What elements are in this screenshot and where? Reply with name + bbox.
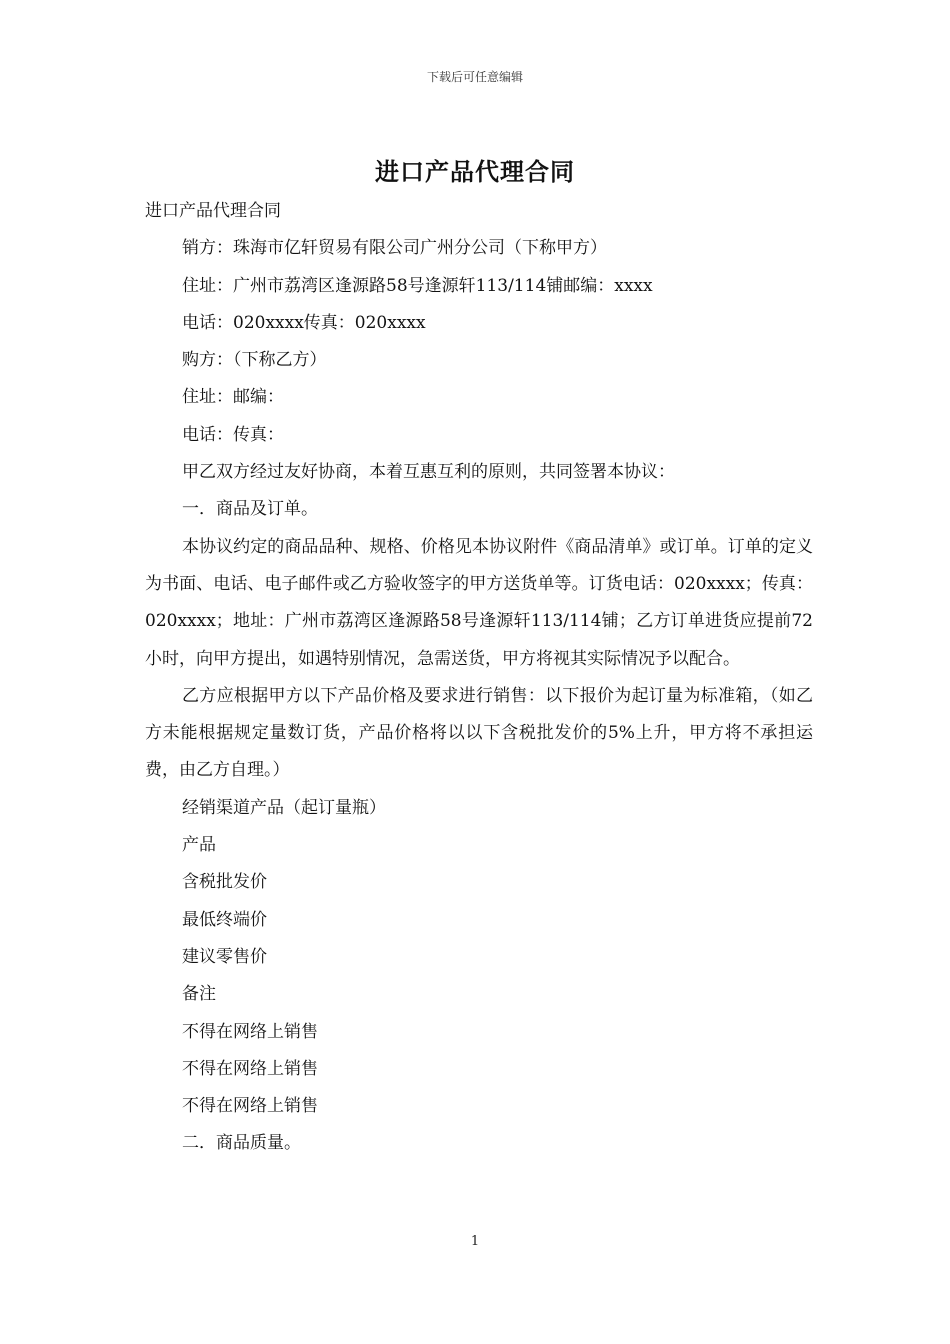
paragraph-buyer: 购方：（下称乙方） [182, 350, 327, 371]
paragraph-preamble: 甲乙双方经过友好协商，本着互惠互利的原则，共同签署本协议： [182, 462, 675, 483]
list-item-suggested-retail-price: 建议零售价 [182, 946, 267, 967]
paragraph-seller: 销方：珠海市亿轩贸易有限公司广州分公司（下称甲方） [182, 238, 607, 259]
list-item-product: 产品 [182, 835, 216, 856]
section-heading-goods: 一．商品及订单。 [182, 499, 318, 520]
document-title: 进口产品代理合同 [375, 157, 575, 186]
list-item-remarks: 备注 [182, 984, 216, 1005]
paragraph-buyer-address: 住址：邮编： [182, 387, 284, 408]
list-item-wholesale-price: 含税批发价 [182, 872, 267, 893]
section-heading-quality: 二．商品质量。 [182, 1133, 301, 1154]
list-item-min-terminal-price: 最低终端价 [182, 909, 267, 930]
page-number: 1 [470, 1234, 480, 1249]
list-item-no-online-sale: 不得在网络上销售 [182, 1021, 318, 1042]
paragraph-orders: 本协议约定的商品品种、规格、价格见本协议附件《商品清单》或订单。订单的定义为书面、电话、电子邮件或乙方验收签字的甲方送货单等。订货电话：020xxxx；传真：020xxxx；地址：广州市荔湾区逢源路58号逢源轩113/114铺；乙方订单进货应提前72小时，向甲方提出，如遇特别情况，急需送货，甲方将视其实际情况予以配合。 [145, 536, 813, 669]
paragraph-subtitle: 进口产品代理合同 [145, 201, 281, 221]
header-note: 下载后可任意编辑 [426, 70, 523, 84]
document-body [145, 193, 813, 1163]
list-item-no-online-sale: 不得在网络上销售 [182, 1058, 318, 1079]
paragraph-buyer-phone: 电话：传真： [182, 424, 284, 445]
paragraph-seller-address: 住址：广州市荔湾区逢源路58号逢源轩113/114铺邮编：xxxx [182, 275, 653, 296]
paragraph-pricing: 乙方应根据甲方以下产品价格及要求进行销售：以下报价为起订量为标准箱，（如乙方未能根据规定量数订货，产品价格将以以下含税批发价的5%上升，甲方将不承担运费，由乙方自理。） [145, 685, 813, 781]
paragraph-seller-phone: 电话：020xxxx传真：020xxxx [182, 312, 426, 333]
list-item-no-online-sale: 不得在网络上销售 [182, 1096, 318, 1117]
paragraph-channel-products: 经销渠道产品（起订量瓶） [182, 797, 386, 818]
